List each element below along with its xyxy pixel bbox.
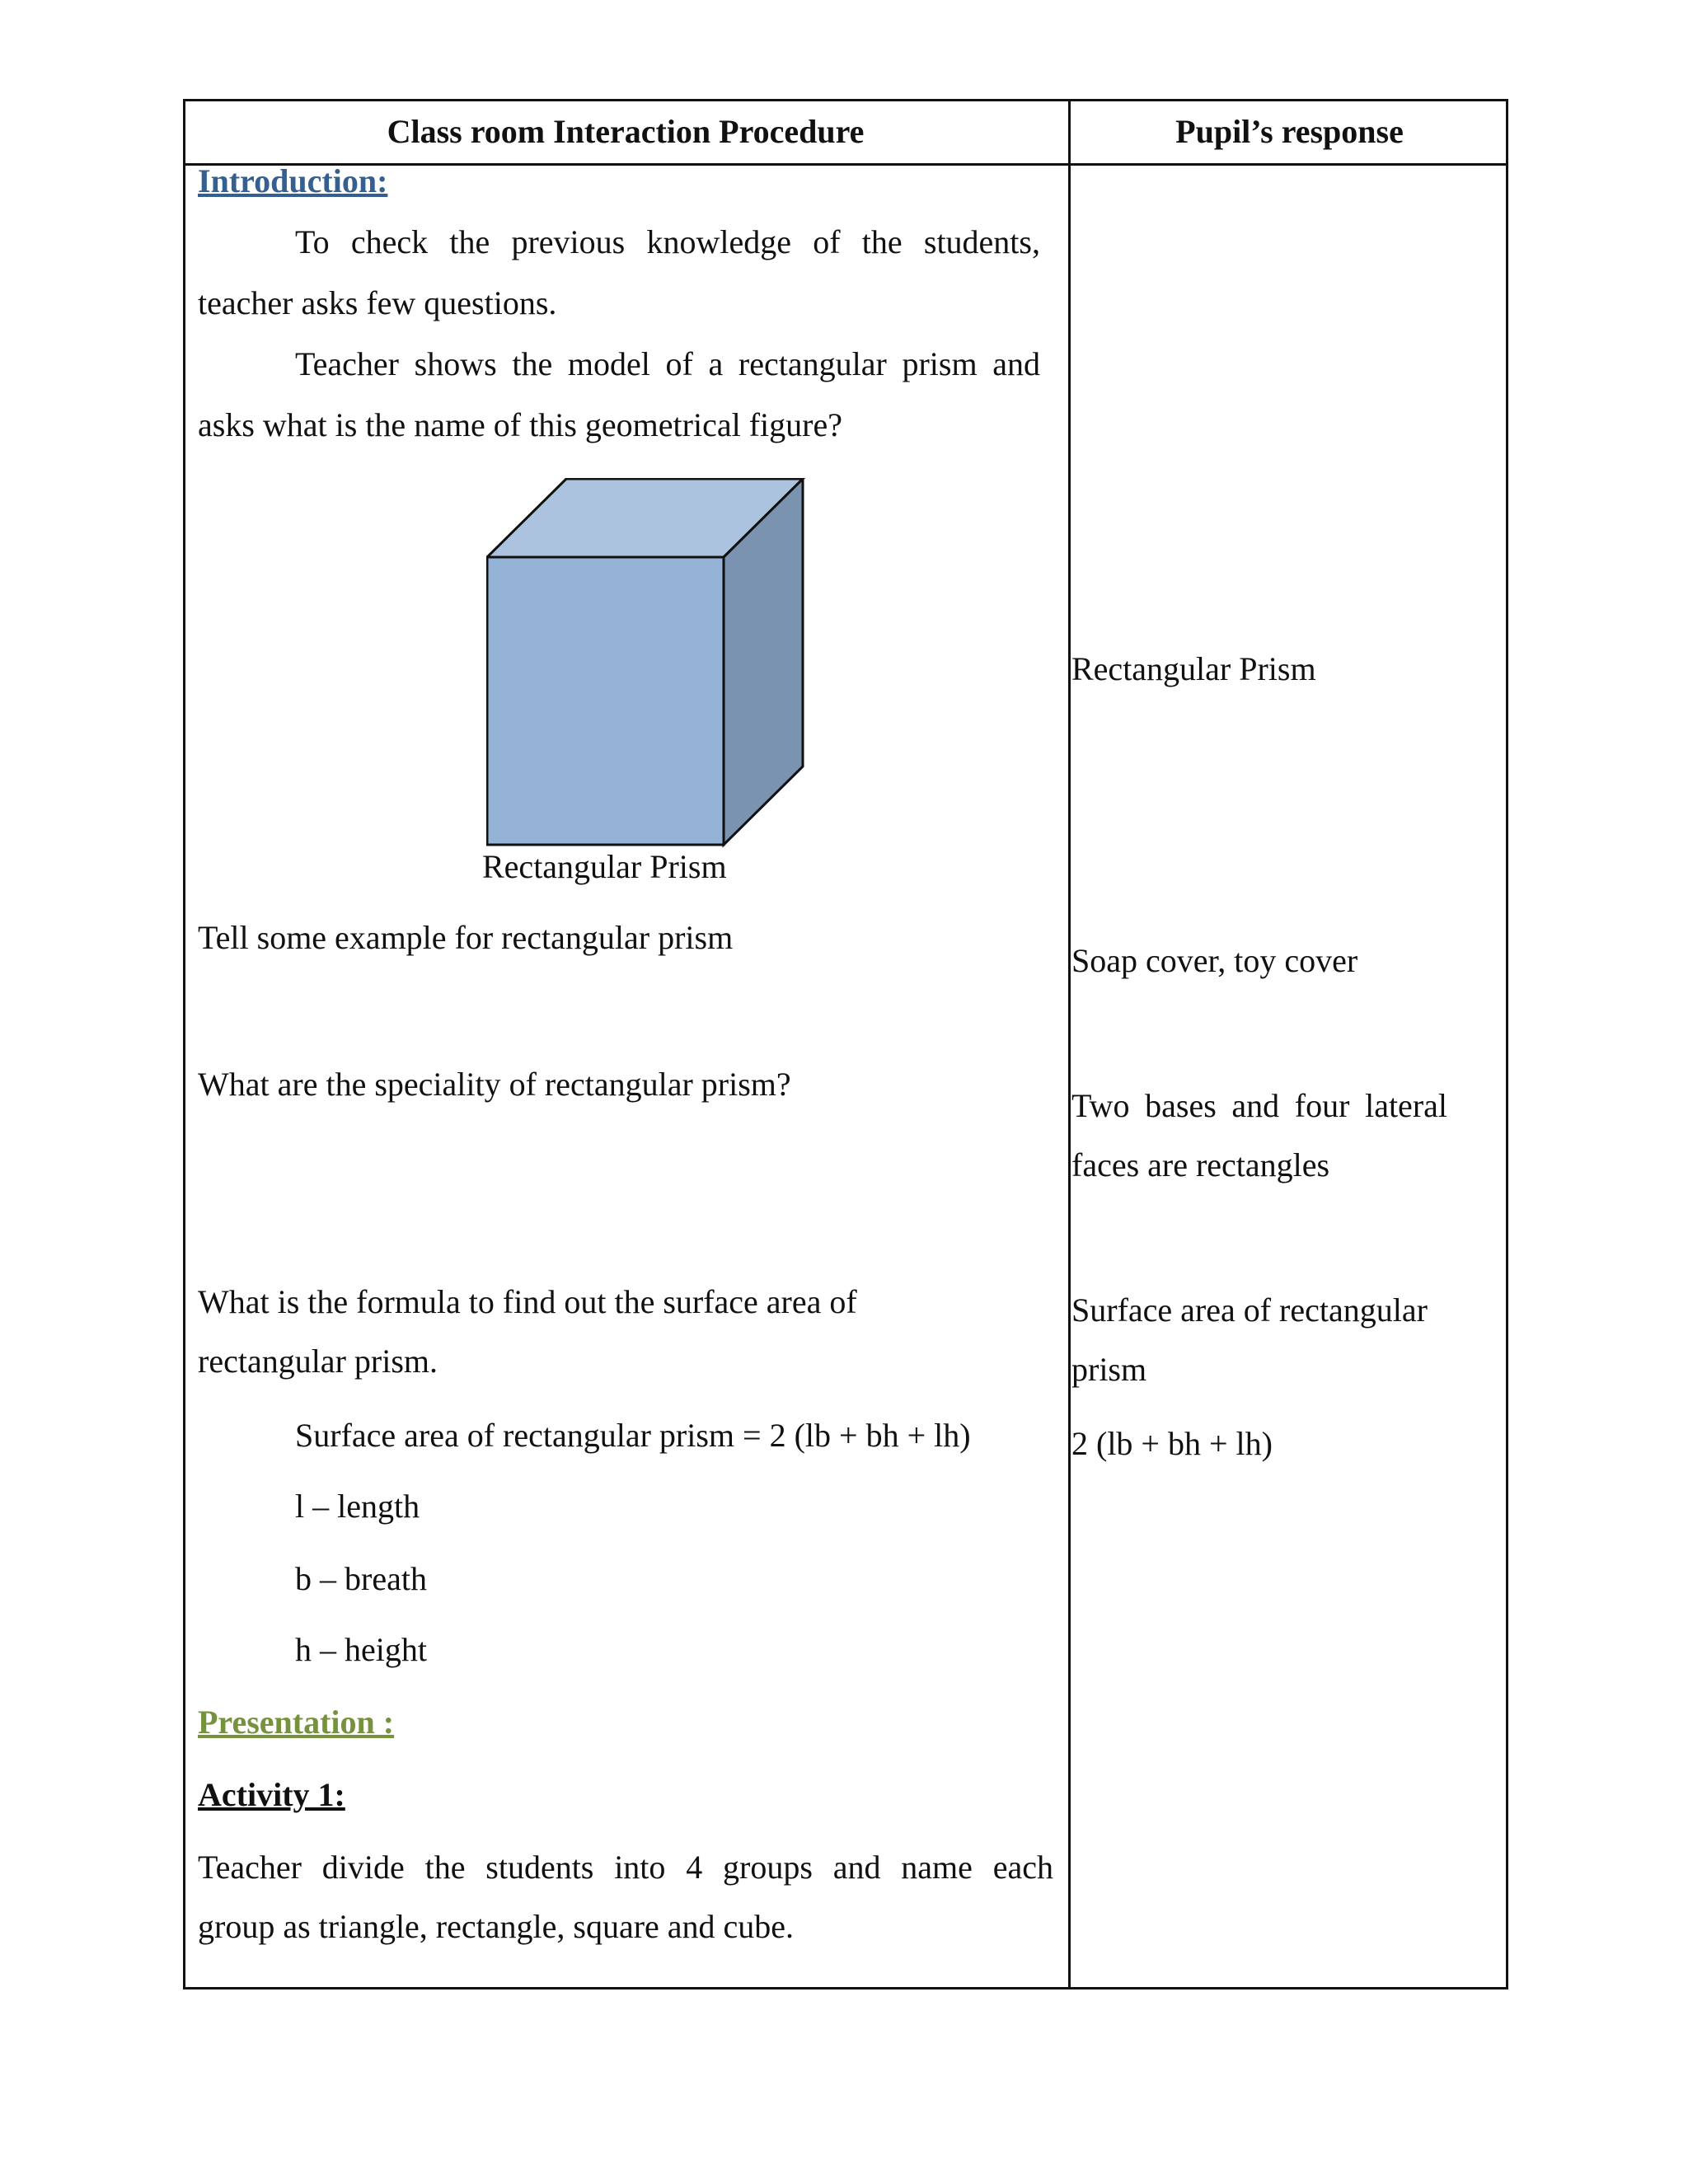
intro-paragraph-2-line-1: Teacher shows the model of a rectangular prism and bbox=[295, 345, 1040, 382]
activity-1-line-2: group as triangle, rectangle, square and cube. bbox=[198, 1908, 795, 1945]
intro-paragraph-1-line-1: To check the previous knowledge of the students, bbox=[295, 223, 1040, 260]
response-speciality-line-2: faces are rectangles bbox=[1071, 1146, 1330, 1183]
variable-height: h – height bbox=[295, 1631, 427, 1668]
surface-area-formula: Surface area of rectangular prism = 2 (lb + bh + lh) bbox=[295, 1417, 971, 1454]
response-figure-name: Rectangular Prism bbox=[1071, 650, 1316, 687]
response-examples: Soap cover, toy cover bbox=[1071, 942, 1358, 979]
variable-length: l – length bbox=[295, 1488, 420, 1525]
response-formula-line-2: prism bbox=[1071, 1351, 1147, 1388]
activity-1-line-1: Teacher divide the students into 4 groups and name each bbox=[198, 1849, 1053, 1886]
response-formula-line-1: Surface area of rectangular bbox=[1071, 1291, 1428, 1329]
presentation-heading: Presentation : bbox=[198, 1704, 395, 1741]
prism-front-face bbox=[487, 557, 724, 845]
response-speciality-line-1: Two bases and four lateral bbox=[1071, 1087, 1447, 1124]
intro-paragraph-2-line-2: asks what is the name of this geometrical figure? bbox=[198, 406, 842, 443]
question-examples: Tell some example for rectangular prism bbox=[198, 919, 734, 956]
column-divider bbox=[1068, 99, 1071, 1990]
question-formula-line-2: rectangular prism. bbox=[198, 1343, 438, 1380]
rectangular-prism-figure bbox=[486, 478, 816, 854]
header-pupil-response: Pupil’s response bbox=[1175, 112, 1404, 150]
introduction-heading: Introduction: bbox=[198, 162, 388, 199]
activity-1-heading: Activity 1: bbox=[198, 1776, 345, 1813]
response-formula: 2 (lb + bh + lh) bbox=[1071, 1425, 1273, 1462]
figure-caption: Rectangular Prism bbox=[482, 848, 727, 885]
variable-breath: b – breath bbox=[295, 1560, 427, 1597]
question-speciality: What are the speciality of rectangular prism? bbox=[198, 1066, 791, 1103]
intro-paragraph-1-line-2: teacher asks few questions. bbox=[198, 284, 557, 321]
question-formula-line-1: What is the formula to find out the surface area of bbox=[198, 1283, 857, 1320]
header-procedure: Class room Interaction Procedure bbox=[387, 112, 865, 150]
